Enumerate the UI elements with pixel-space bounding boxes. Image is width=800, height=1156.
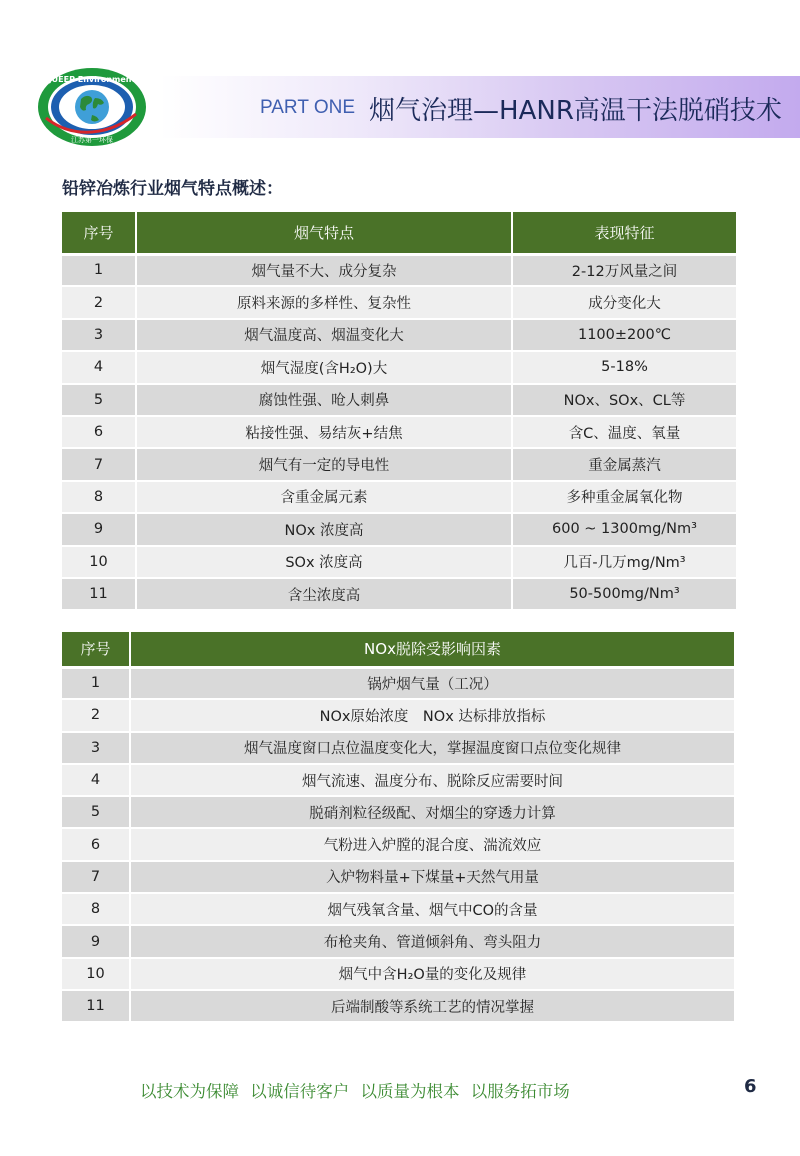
row-index: 10 xyxy=(62,958,130,990)
feature-cell: 1100±200℃ xyxy=(512,319,736,351)
table-row xyxy=(62,861,734,893)
table-header-row xyxy=(62,212,736,254)
feature-cell: 600 ~ 1300mg/Nm³ xyxy=(512,513,736,545)
row-index: 1 xyxy=(62,254,136,286)
row-index: 7 xyxy=(62,861,130,893)
column-header: 序号 xyxy=(62,632,130,667)
feature-cell: 50-500mg/Nm³ xyxy=(512,578,736,610)
row-index: 10 xyxy=(62,546,136,578)
table-row xyxy=(62,732,734,764)
row-index: 11 xyxy=(62,578,136,610)
part-label: PART ONE xyxy=(260,97,356,118)
factor-cell: 脱硝剂粒径级配、对烟尘的穿透力计算 xyxy=(130,796,734,828)
column-header: 烟气特点 xyxy=(136,212,512,254)
table-row xyxy=(62,796,734,828)
table-row xyxy=(62,319,736,351)
row-index: 11 xyxy=(62,990,130,1022)
feature-cell: 5-18% xyxy=(512,351,736,383)
feature-cell: 成分变化大 xyxy=(512,286,736,318)
row-index: 8 xyxy=(62,893,130,925)
characteristic-cell: 原料来源的多样性、复杂性 xyxy=(136,286,512,318)
row-index: 4 xyxy=(62,764,130,796)
table-row xyxy=(62,286,736,318)
table-row xyxy=(62,764,734,796)
factor-cell: 烟气流速、温度分布、脱除反应需要时间 xyxy=(130,764,734,796)
row-index: 8 xyxy=(62,481,136,513)
header-title xyxy=(260,88,782,128)
factor-cell: 烟气残氧含量、烟气中CO的含量 xyxy=(130,893,734,925)
flue-gas-characteristics-table xyxy=(62,212,736,611)
column-header: 序号 xyxy=(62,212,136,254)
table-row xyxy=(62,546,736,578)
row-index: 4 xyxy=(62,351,136,383)
page-number: 6 xyxy=(744,1076,757,1097)
table-row xyxy=(62,925,734,957)
factor-cell: 后端制酸等系统工艺的情况掌握 xyxy=(130,990,734,1022)
table-row xyxy=(62,384,736,416)
row-index: 3 xyxy=(62,732,130,764)
page-title: 烟气治理—HANR高温干法脱硝技术 xyxy=(369,95,782,126)
table-row xyxy=(62,828,734,860)
feature-cell: NOx、SOx、CL等 xyxy=(512,384,736,416)
row-index: 6 xyxy=(62,416,136,448)
row-index: 5 xyxy=(62,796,130,828)
company-logo xyxy=(36,66,148,148)
factor-cell: 布枪夹角、管道倾斜角、弯头阻力 xyxy=(130,925,734,957)
table-row xyxy=(62,448,736,480)
row-index: 7 xyxy=(62,448,136,480)
column-header: NOx脱除受影响因素 xyxy=(130,632,734,667)
table-row xyxy=(62,416,736,448)
characteristic-cell: 含重金属元素 xyxy=(136,481,512,513)
table-row xyxy=(62,481,736,513)
characteristic-cell: 烟气量不大、成分复杂 xyxy=(136,254,512,286)
row-index: 5 xyxy=(62,384,136,416)
feature-cell: 2-12万风量之间 xyxy=(512,254,736,286)
factor-cell: 烟气中含H₂O量的变化及规律 xyxy=(130,958,734,990)
factor-cell: NOx原始浓度 NOx 达标排放指标 xyxy=(130,699,734,731)
row-index: 9 xyxy=(62,513,136,545)
table-row xyxy=(62,578,736,610)
row-index: 1 xyxy=(62,667,130,699)
characteristic-cell: SOx 浓度高 xyxy=(136,546,512,578)
characteristic-cell: 烟气湿度(含H₂O)大 xyxy=(136,351,512,383)
factor-cell: 烟气温度窗口点位温度变化大，掌握温度窗口点位变化规律 xyxy=(130,732,734,764)
factor-cell: 气粉进入炉膛的混合度、湍流效应 xyxy=(130,828,734,860)
feature-cell: 含C、温度、氧量 xyxy=(512,416,736,448)
table-row xyxy=(62,667,734,699)
characteristic-cell: NOx 浓度高 xyxy=(136,513,512,545)
feature-cell: 多种重金属氧化物 xyxy=(512,481,736,513)
table-row xyxy=(62,513,736,545)
row-index: 9 xyxy=(62,925,130,957)
row-index: 3 xyxy=(62,319,136,351)
row-index: 2 xyxy=(62,699,130,731)
logo-arc-text: JUEEP Environment xyxy=(48,75,136,84)
table-row xyxy=(62,990,734,1022)
feature-cell: 几百-几万mg/Nm³ xyxy=(512,546,736,578)
table-row xyxy=(62,958,734,990)
logo-bottom-text: 江苏第一环保 xyxy=(71,136,113,144)
characteristic-cell: 含尘浓度高 xyxy=(136,578,512,610)
characteristic-cell: 腐蚀性强、呛人刺鼻 xyxy=(136,384,512,416)
table-header-row xyxy=(62,632,734,667)
row-index: 6 xyxy=(62,828,130,860)
table-row xyxy=(62,254,736,286)
characteristic-cell: 粘接性强、易结灰+结焦 xyxy=(136,416,512,448)
section-heading: 铅锌冶炼行业烟气特点概述： xyxy=(62,179,283,199)
characteristic-cell: 烟气有一定的导电性 xyxy=(136,448,512,480)
footer-slogan: 以技术为保障 以诚信待客户 以质量为根本 以服务拓市场 xyxy=(140,1082,570,1101)
row-index: 2 xyxy=(62,286,136,318)
nox-factors-table xyxy=(62,632,734,1023)
characteristic-cell: 烟气温度高、烟温变化大 xyxy=(136,319,512,351)
column-header: 表现特征 xyxy=(512,212,736,254)
feature-cell: 重金属蒸汽 xyxy=(512,448,736,480)
table-row xyxy=(62,351,736,383)
factor-cell: 入炉物料量+下煤量+天然气用量 xyxy=(130,861,734,893)
table-row xyxy=(62,893,734,925)
factor-cell: 锅炉烟气量（工况） xyxy=(130,667,734,699)
table-row xyxy=(62,699,734,731)
